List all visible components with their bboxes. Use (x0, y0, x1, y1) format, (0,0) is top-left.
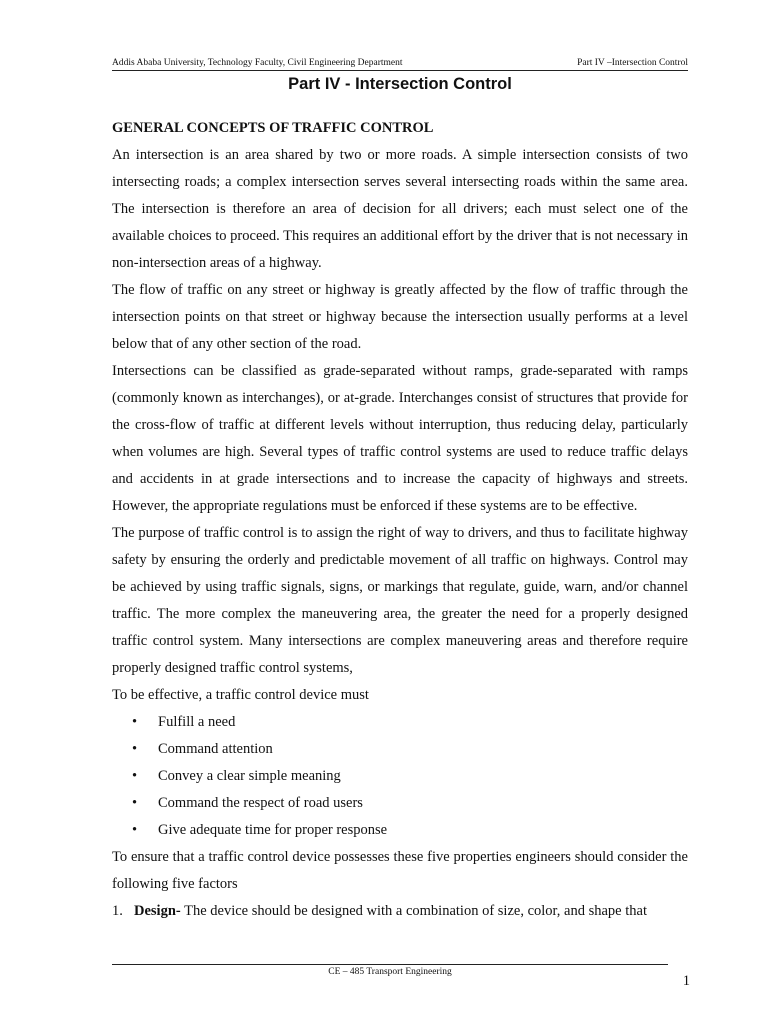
paragraph: The flow of traffic on any street or highway is greatly affected by the flow of traffic through the intersection points on that street or highway because the intersection usually performs at a level below that of any other section of the road. (112, 282, 688, 352)
section-heading: GENERAL CONCEPTS OF TRAFFIC CONTROL (112, 120, 434, 136)
paragraph: The purpose of traffic control is to assign the right of way to drivers, and thus to facilitate highway safety by ensuring the orderly and predictable movement of all traffic on highways. Control may be achieved by using traffic signals, signs, or markings that regulate, guide, warn, and/or channel traffic. The more complex the maneuvering area, the greater the need for a properly designed traffic control system. Many intersections are complex maneuvering areas and therefore require properly designed traffic control systems, (112, 525, 688, 676)
bullet-icon: • (132, 768, 138, 784)
list-item-text: Convey a clear simple meaning (158, 768, 341, 784)
numbered-item (112, 898, 688, 925)
list-item (112, 736, 688, 763)
list-item-text: Command the respect of road users (158, 795, 363, 811)
list-item-text: Command attention (158, 741, 273, 757)
paragraph: An intersection is an area shared by two or more roads. A simple intersection consists of two intersecting roads; a complex intersection serves several intersecting roads within the same area. The intersection is therefore an area of decision for all drivers; each must select one of the available choices to proceed. This requires an additional effort by the driver that is not necessary in non-intersection areas of a highway. (112, 147, 688, 271)
running-header (112, 56, 688, 71)
paragraph: To be effective, a traffic control device must (112, 687, 369, 703)
list-item (112, 790, 688, 817)
bullet-icon: • (132, 714, 138, 730)
list-item (112, 817, 688, 844)
bullet-icon: • (132, 822, 138, 838)
list-item-text: Give adequate time for proper response (158, 822, 388, 838)
item-number: 1. (112, 903, 123, 919)
list-item (112, 763, 688, 790)
item-text: The device should be designed with a combination of size, color, and shape that (180, 903, 647, 919)
footer-course: CE – 485 Transport Engineering (328, 967, 452, 977)
requirements-list (112, 709, 688, 844)
paragraph: Intersections can be classified as grade-separated without ramps, grade-separated with ramps (commonly known as interchanges), or at-grade. Interchanges consist of structures that provide for the cross-flow of traffic at different levels without interruption, thus reducing delay, particularly when volumes are high. Several types of traffic control systems are used to reduce traffic delays and accidents in at grade intersections and to increase the capacity of highways and streets. However, the appropriate regulations must be enforced if these systems are to be effective. (112, 363, 688, 514)
item-term: Design- (134, 903, 181, 919)
bullet-icon: • (132, 741, 138, 757)
list-item-text: Fulfill a need (158, 714, 236, 730)
document-body (112, 115, 688, 925)
page-number: 1 (682, 973, 690, 989)
list-item (112, 709, 688, 736)
footer-divider (112, 964, 668, 965)
bullet-icon: • (132, 795, 138, 811)
paragraph: To ensure that a traffic control device possesses these five properties engineers should consider the following five factors (112, 849, 688, 892)
header-part-title: Part IV –Intersection Control (577, 58, 688, 68)
header-institution: Addis Ababa University, Technology Faculty, Civil Engineering Department (112, 58, 403, 68)
page-title: Part IV - Intersection Control (288, 75, 512, 93)
